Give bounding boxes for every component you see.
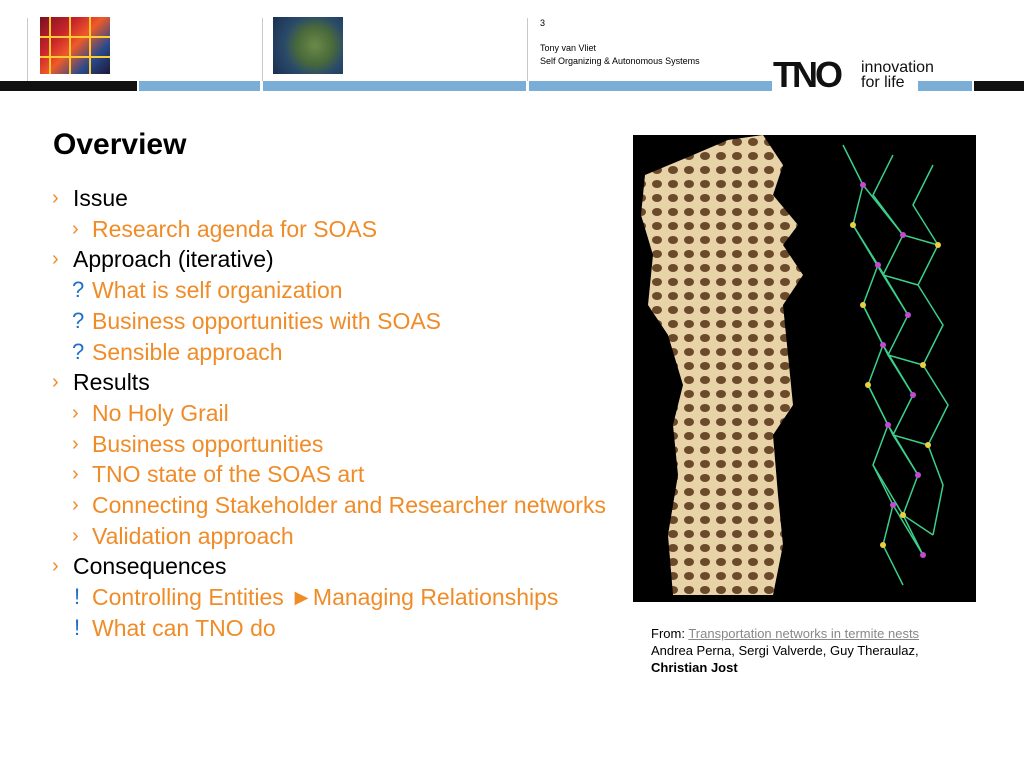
chevron-bullet-icon: › <box>72 463 79 486</box>
chevron-bullet-icon: › <box>72 524 79 547</box>
question-marker-icon: ? <box>72 338 85 364</box>
outline-subitem <box>52 337 632 368</box>
source-link[interactable]: Transportation networks in termite nests <box>688 626 920 641</box>
outline-subitem <box>52 275 632 306</box>
chevron-bullet-icon: › <box>52 187 59 209</box>
thumbnail-industrial-image <box>40 17 110 74</box>
outline-item-text: Controlling Entities ►Managing Relationships <box>92 584 559 611</box>
logo-tagline-line1: innovation <box>861 59 934 76</box>
outline-item-text: Business opportunities with SOAS <box>92 307 442 334</box>
logo-tagline <box>861 60 934 90</box>
outline-item-text: What is self organization <box>92 277 343 304</box>
chevron-bullet-icon: › <box>52 371 59 394</box>
chevron-bullet-icon: › <box>52 555 59 578</box>
outline-item-text: Consequences <box>73 553 227 580</box>
outline-item-text: Validation approach <box>92 522 294 549</box>
outline-subitem <box>52 521 632 552</box>
termite-nest-image <box>633 135 976 602</box>
outline-subitem <box>52 398 632 429</box>
outline-item-text: TNO state of the SOAS art <box>92 461 365 488</box>
image-caption <box>651 625 919 676</box>
header-divider <box>27 18 28 81</box>
outline-item <box>52 183 632 214</box>
outline-subitem <box>52 429 632 460</box>
chevron-bullet-icon: › <box>72 432 79 455</box>
thumbnail-satellite-image <box>273 17 343 74</box>
outline-subitem <box>52 490 632 521</box>
header-band-black <box>974 81 1024 91</box>
outline-item-text: Connecting Stakeholder and Researcher networks <box>92 492 606 519</box>
outline-item <box>52 244 632 275</box>
header-divider <box>527 18 528 81</box>
outline-item-text: Sensible approach <box>92 338 283 365</box>
header-divider <box>262 18 263 81</box>
slide-number: 3 <box>540 18 546 28</box>
outline-item-text: Approach (iterative) <box>73 246 274 273</box>
logo-tagline-line2: for life <box>861 74 905 91</box>
outline-item-text: Results <box>73 369 150 396</box>
outline-subitem <box>52 613 632 644</box>
outline-item <box>52 551 632 582</box>
caption-authors: Andrea Perna, Sergi Valverde, Guy Theraulaz, <box>651 643 919 658</box>
logo-mark: TNO <box>773 54 840 95</box>
outline-item-text: Business opportunities <box>92 430 324 457</box>
outline-item-text: Issue <box>73 185 128 211</box>
exclamation-marker-icon: ! <box>74 584 81 610</box>
caption-prefix: From: <box>651 626 689 641</box>
outline-item-text: No Holy Grail <box>92 399 229 426</box>
question-marker-icon: ? <box>72 307 85 333</box>
header-band-black <box>0 81 137 91</box>
chevron-bullet-icon: › <box>72 494 79 517</box>
chevron-bullet-icon: › <box>52 248 59 271</box>
slide-title: Overview <box>53 128 187 161</box>
author-name: Tony van Vliet <box>540 43 597 53</box>
header-band-blue <box>529 81 772 91</box>
header-band-blue <box>263 81 526 91</box>
header-info <box>540 42 700 68</box>
project-name: Self Organizing & Autonomous Systems <box>540 56 700 66</box>
header-band-blue <box>139 81 260 91</box>
exclamation-marker-icon: ! <box>74 614 81 640</box>
outline-subitem <box>52 459 632 490</box>
outline-item-text: Research agenda for SOAS <box>92 215 378 242</box>
chevron-bullet-icon: › <box>72 401 79 424</box>
outline-subitem <box>52 582 632 613</box>
outline-item <box>52 367 632 398</box>
outline-subitem <box>52 306 632 337</box>
chevron-bullet-icon: › <box>72 217 79 240</box>
outline-list <box>52 183 632 644</box>
outline-subitem <box>52 214 632 245</box>
outline-item-text: What can TNO do <box>92 614 276 641</box>
caption-last-author: Christian Jost <box>651 660 738 675</box>
question-marker-icon: ? <box>72 277 85 303</box>
